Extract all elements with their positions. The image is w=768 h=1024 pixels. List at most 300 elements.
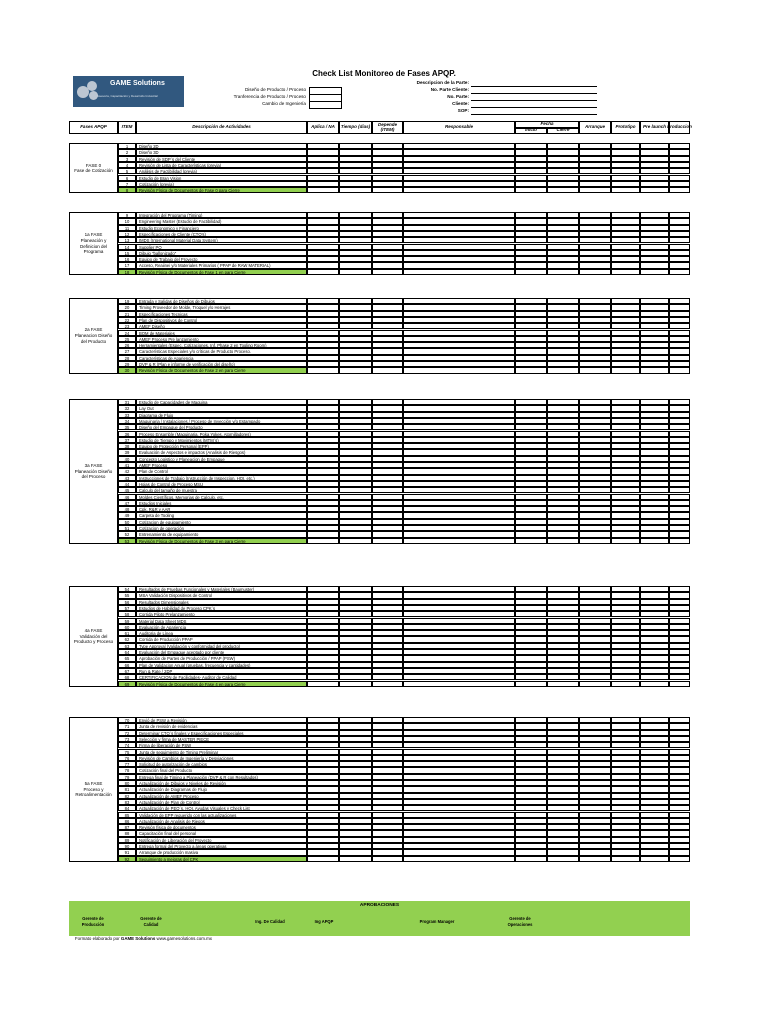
arranque-cell[interactable] [579, 187, 611, 193]
activity-description: MSA Validación Dispositivos de Control [136, 592, 307, 598]
phase-label-line: 3a FASE [84, 463, 103, 468]
cierre-cell[interactable] [547, 681, 579, 687]
item-number: 47 [118, 500, 136, 506]
arranque-cell[interactable] [579, 681, 611, 687]
prelaunch-cell[interactable] [640, 187, 669, 193]
activity-description: Type Approval (Validación y conformidad del producto) [136, 643, 307, 649]
activity-description: Hojas de Control de Proceso MSU [136, 481, 307, 487]
column-header-item: ITEM [118, 121, 136, 134]
produccion-cell[interactable] [669, 681, 690, 687]
item-number: 41 [118, 462, 136, 468]
inicio-cell[interactable] [515, 187, 547, 193]
item-number: 20 [118, 304, 136, 310]
phase-block [69, 399, 690, 544]
item-number: 22 [118, 317, 136, 323]
item-number: 7 [118, 181, 136, 187]
activity-description: Cotización (previa) [136, 181, 307, 187]
approval-signer-line: Gerente de [82, 916, 104, 921]
activity-description: Diagrama de Flujo [136, 412, 307, 418]
activity-description: Junta de revisión de evidencias [136, 723, 307, 729]
phase-label-line: Validación del [79, 633, 108, 639]
item-number: 73 [118, 736, 136, 742]
inicio-cell[interactable] [515, 367, 547, 373]
item-number: 52 [118, 531, 136, 537]
responsable-cell[interactable] [403, 187, 515, 193]
activity-description: Corrida de Producción PPAP [136, 636, 307, 642]
responsable-cell[interactable] [403, 269, 515, 275]
item-number: 34 [118, 418, 136, 424]
item-number: 18 [118, 269, 136, 275]
produccion-cell[interactable] [669, 187, 690, 193]
item-number: 58 [118, 611, 136, 617]
phase-label-line: Definicion del [79, 243, 107, 249]
activity-description: Engineering Master (Estudio de Factibilidad) [136, 218, 307, 224]
cierre-cell[interactable] [547, 187, 579, 193]
activity-description: Entrega formal del Proyecto a áreas operativas [136, 843, 307, 849]
item-number: 12 [118, 231, 136, 237]
item-number: 89 [118, 837, 136, 843]
part-info-label: No. Parte Cliente: [430, 87, 469, 92]
item-number: 21 [118, 311, 136, 317]
responsable-cell[interactable] [403, 856, 515, 862]
activity-description: Revisión Física de Documentos de Fase 0 para Cierre [136, 187, 307, 193]
item-number: 60 [118, 624, 136, 630]
cierre-cell[interactable] [547, 538, 579, 544]
activity-description: Proceso Ensamble (Maquinaria, Poka Yokes, Atornilladores) [136, 431, 307, 437]
item-number: 87 [118, 824, 136, 830]
table-row [118, 856, 690, 862]
column-header-fases: Fases APQP [69, 121, 118, 134]
footer-prefix: Formato elaborado por [75, 936, 120, 941]
approval-signer [250, 919, 290, 925]
activity-description: Supplier PO [136, 244, 307, 250]
activity-description: Revisión Física de Documentos de Fase 1 en para Cierre [136, 269, 307, 275]
phase-label-text [74, 628, 113, 645]
item-number: 90 [118, 843, 136, 849]
activity-description: Dibujo "ballonizado" [136, 250, 307, 256]
tiempo-cell[interactable] [339, 269, 372, 275]
activity-description: IMDS (International Material Data System) [136, 237, 307, 243]
phase-label [69, 399, 118, 544]
activity-description: Estudio de Capacidades de Maquina [136, 399, 307, 405]
activity-description: Timing Proveedor de Molde, Troquel y/o Herrajes [136, 304, 307, 310]
item-number: 26 [118, 342, 136, 348]
activity-description: Junta de seguimiento de Timing Preliminar [136, 749, 307, 755]
activity-description: Entrenamiento de equipamiento [136, 531, 307, 537]
item-number: 33 [118, 412, 136, 418]
phase-label-text [75, 463, 113, 480]
inicio-cell[interactable] [515, 269, 547, 275]
item-number: 85 [118, 812, 136, 818]
part-info-field[interactable] [471, 101, 597, 108]
column-header-inicio: Inicio [515, 128, 547, 135]
approval-signer-line: Producción [81, 921, 105, 927]
activity-description: Selección y firma de MASTER PIECE [136, 736, 307, 742]
activity-description: DVP & R (Plan e informe de verificación del diseño) [136, 361, 307, 367]
column-header-desc: Descripción de Actividades [136, 121, 307, 134]
activity-description: Actualización de Diagramas de Flujo [136, 786, 307, 792]
activity-description: Actualización de AMEF Proceso [136, 793, 307, 799]
project-type-checkbox[interactable] [309, 101, 342, 109]
activity-description: Revisión de Lista de Características (previa) [136, 162, 307, 168]
item-number: 24 [118, 330, 136, 336]
activity-description: Auditoria de Línea [136, 630, 307, 636]
activity-description: Aprobación de Partes de Producción / PPAP (PSW) [136, 655, 307, 661]
phase-label-line: del Producto [80, 338, 107, 344]
item-number: 8 [118, 187, 136, 193]
tiempo-cell[interactable] [339, 187, 372, 193]
tiempo-cell[interactable] [339, 367, 372, 373]
phase-block [69, 586, 690, 687]
item-number: 6 [118, 175, 136, 181]
table-row [118, 538, 690, 544]
item-number: 82 [118, 793, 136, 799]
phase-label [69, 717, 118, 862]
item-number: 25 [118, 336, 136, 342]
item-number: 84 [118, 805, 136, 811]
prototipo-cell[interactable] [611, 367, 640, 373]
item-number: 49 [118, 512, 136, 518]
phase-block [69, 143, 690, 193]
item-number: 51 [118, 525, 136, 531]
prototipo-cell[interactable] [611, 269, 640, 275]
phase-label-line: Programa [83, 249, 104, 255]
item-number: 56 [118, 599, 136, 605]
item-number: 57 [118, 605, 136, 611]
phase-label-line: Planeación y [80, 237, 107, 243]
item-number: 92 [118, 856, 136, 862]
activity-description: Plan de Dispositivos de Control [136, 317, 307, 323]
phase-label-text [75, 781, 111, 798]
activity-description: Estudio Economico y Financiero [136, 225, 307, 231]
approval-signer-line: Operaciones [507, 921, 533, 927]
prototipo-cell[interactable] [611, 187, 640, 193]
prototipo-cell[interactable] [611, 681, 640, 687]
item-number: 44 [118, 481, 136, 487]
footer-url: www.gamesolutions.com.mx [156, 936, 212, 941]
prelaunch-cell[interactable] [640, 538, 669, 544]
inicio-cell[interactable] [515, 538, 547, 544]
phase-label-line: 4a FASE [84, 627, 103, 633]
activity-description: Maquinaria / Instalaciones / Proceso de Inyección y/o Estampado [136, 418, 307, 424]
phase-label-text [80, 232, 107, 255]
activity-description: Lay Out [136, 405, 307, 411]
phase-block [69, 212, 690, 275]
item-number: 75 [118, 749, 136, 755]
project-type-label: Diseño de Producto / Proceso [244, 87, 306, 92]
phase-label-line: del Proceso [81, 474, 106, 480]
logo-tagline: Asesoría, Capacitación y Desarrollo Industrial [97, 94, 158, 98]
phase-label-line: 5a FASE [84, 781, 103, 786]
depende-cell[interactable] [372, 538, 403, 544]
approval-signer [73, 916, 113, 927]
activity-description: Plan de Validacion Anual (pruebas, frecuencia y cantidades) [136, 662, 307, 668]
item-number: 61 [118, 630, 136, 636]
item-number: 77 [118, 761, 136, 767]
approval-signer-line: Calidad [143, 921, 159, 927]
project-type-label: Cambio de Ingeniería [262, 101, 306, 106]
item-number: 1 [118, 143, 136, 149]
activity-description: Diseño 3D [136, 149, 307, 155]
item-number: 45 [118, 487, 136, 493]
aplica-cell[interactable] [307, 269, 339, 275]
phase-label-text [74, 163, 113, 174]
item-number: 50 [118, 519, 136, 525]
prototipo-cell[interactable] [611, 856, 640, 862]
produccion-cell[interactable] [669, 856, 690, 862]
phase-label-line: Producto y Proceso [73, 639, 114, 645]
activity-description: Análisis de Factibilidad (previa) [136, 168, 307, 174]
phase-label-text [75, 327, 113, 344]
arranque-cell[interactable] [579, 538, 611, 544]
item-number: 66 [118, 662, 136, 668]
item-number: 65 [118, 655, 136, 661]
aplica-cell[interactable] [307, 367, 339, 373]
project-type-label: Tranferencia de Producto / Proceso [233, 94, 306, 99]
phase-label-line: Planeación Diseño [74, 468, 113, 474]
activity-description: Especificaciones Tecnicas [136, 311, 307, 317]
activity-description: Cotizacion de operación [136, 525, 307, 531]
part-info-field[interactable] [471, 94, 597, 101]
approval-signer [417, 919, 457, 925]
activity-description: Estudios Iniciales [136, 500, 307, 506]
activity-description: Plan de Control [136, 468, 307, 474]
activity-description: Evaluación de Aspectos e impactos (Analisis de Riesgos) [136, 449, 307, 455]
activity-description: Equipo de Trabajo del Proyecto [136, 256, 307, 262]
column-header-arranque: Arranque [579, 121, 611, 134]
arranque-cell[interactable] [579, 856, 611, 862]
logo-name: GAME Solutions [110, 80, 165, 87]
produccion-cell[interactable] [669, 538, 690, 544]
part-info-label: No. Parte: [447, 94, 469, 99]
item-number: 91 [118, 849, 136, 855]
approval-signer [131, 916, 171, 927]
activity-description: Revisión Física de Documentos de Fase 4 en para Cierre [136, 681, 307, 687]
document-title: Check List Monitoreo de Fases APQP. [312, 69, 456, 78]
activity-description: Instrucciones de Trabajo (Instrucción de Inspeccion, HOI, etc.) [136, 475, 307, 481]
activity-description: Acceso, Reaiinei y/o Materiales Primarios ( PPAP de RAW MATERIAL) [136, 262, 307, 268]
activity-description: Concepto Logistico y Planeacion de Empaque [136, 456, 307, 462]
item-number: 63 [118, 643, 136, 649]
approval-signer [304, 919, 344, 925]
depende-cell[interactable] [372, 187, 403, 193]
prelaunch-cell[interactable] [640, 681, 669, 687]
tiempo-cell[interactable] [339, 538, 372, 544]
activity-description: Actualización de Dibujos y Niveles de Revisión [136, 780, 307, 786]
phase-label-line: Proceso y [83, 786, 104, 792]
phase-label [69, 212, 118, 275]
company-logo [73, 76, 184, 107]
phase-block [69, 717, 690, 862]
activity-description: Actualización de Plan de Control [136, 799, 307, 805]
item-number: 31 [118, 399, 136, 405]
activity-description: Resultados Dimensionales [136, 599, 307, 605]
prelaunch-cell[interactable] [640, 367, 669, 373]
activity-description: Herramientales (Espec, Cotizaciones, Inf. Phase 2 en Tooling Room) [136, 342, 307, 348]
item-number: 16 [118, 256, 136, 262]
depende-cell[interactable] [372, 269, 403, 275]
depende-cell[interactable] [372, 856, 403, 862]
activity-description: Material Data Sheet MDS [136, 618, 307, 624]
activity-description: Revisión Física de Documentos de Fase 3 en para Cierre [136, 538, 307, 544]
item-number: 38 [118, 443, 136, 449]
activity-description: Solicitud de autorización de cambios [136, 761, 307, 767]
inicio-cell[interactable] [515, 681, 547, 687]
activity-description: Equipo de Protección Personal (EPP) [136, 443, 307, 449]
approval-signer-line: Ing. De Calidad [255, 919, 285, 924]
column-header-tiempo: Tiempo (dias) [339, 121, 372, 134]
column-header-produccion: Produccion [669, 121, 690, 134]
item-number: 5 [118, 168, 136, 174]
phase-label [69, 586, 118, 687]
activity-description: Estudio de Bran Vision [136, 175, 307, 181]
item-number: 62 [118, 636, 136, 642]
prelaunch-cell[interactable] [640, 269, 669, 275]
item-number: 37 [118, 437, 136, 443]
item-number: 80 [118, 780, 136, 786]
produccion-cell[interactable] [669, 269, 690, 275]
item-number: 88 [118, 830, 136, 836]
table-row [118, 367, 690, 373]
item-number: 32 [118, 405, 136, 411]
activity-description: Diseño del Empaque del Producto [136, 424, 307, 430]
activity-description: Cpk, R&R y AAR [136, 506, 307, 512]
activity-description: AMEF Proceso Pre lanzamiento [136, 336, 307, 342]
phase-label-line: Retroalimentación [75, 792, 112, 798]
column-header-fecha: Fecha [515, 121, 579, 128]
approval-signer [500, 916, 540, 927]
cierre-cell[interactable] [547, 367, 579, 373]
phase-label [69, 298, 118, 374]
column-header-prelaunch: Pre launch [640, 121, 669, 134]
item-number: 4 [118, 162, 136, 168]
activity-description: Calculo del tamaño de muestra [136, 487, 307, 493]
approvals-title: APROBACIONES [359, 903, 400, 908]
arranque-cell[interactable] [579, 269, 611, 275]
activity-description: Estudios de Habilidad de Proceso CPK´s [136, 605, 307, 611]
item-number: 54 [118, 586, 136, 592]
item-number: 23 [118, 323, 136, 329]
activity-description: Entrega final de Timing a Planeación (DVP & R con Resultados) [136, 774, 307, 780]
arranque-cell[interactable] [579, 367, 611, 373]
item-number: 19 [118, 298, 136, 304]
prototipo-cell[interactable] [611, 538, 640, 544]
item-number: 74 [118, 742, 136, 748]
depende-cell[interactable] [372, 681, 403, 687]
activity-description: Revisión de SDP´s del Cliente [136, 156, 307, 162]
part-info-label: Cliente: [452, 101, 469, 106]
activity-description: BOM de Materiales [136, 330, 307, 336]
phase-label-line: 2a FASE [84, 327, 103, 333]
activity-description: Características Especiales y/o críticas de Producto Proceso. [136, 348, 307, 354]
activity-description: Determinar CTQ´s finales y Especificaciones Especiales [136, 730, 307, 736]
responsable-cell[interactable] [403, 681, 515, 687]
activity-description: Revisión física de documentos [136, 824, 307, 830]
item-number: 86 [118, 818, 136, 824]
activity-description: Run & Rate / 2DP [136, 668, 307, 674]
item-number: 71 [118, 723, 136, 729]
activity-description: AMEF Diseño [136, 323, 307, 329]
item-number: 59 [118, 618, 136, 624]
aplica-cell[interactable] [307, 681, 339, 687]
aplica-cell[interactable] [307, 187, 339, 193]
item-number: 40 [118, 456, 136, 462]
activity-description: AMEF Proceso [136, 462, 307, 468]
item-number: 29 [118, 361, 136, 367]
activity-description: Validación de EPP requerido con las actualizaciones [136, 812, 307, 818]
activity-description: Evaluación del Empaque aceptado por cliente [136, 649, 307, 655]
tiempo-cell[interactable] [339, 856, 372, 862]
activity-description: CERTIFICACION de Facilidades- Auditor de Calidad [136, 674, 307, 680]
part-info-field[interactable] [471, 80, 597, 87]
activity-description: Revisión Física de Documentos de Fase 2 en para Cierre [136, 367, 307, 373]
activity-description: Integración del Programa (Timing) [136, 212, 307, 218]
item-number: 2 [118, 149, 136, 155]
activity-description: Notificación de Liberación del Proyecto [136, 837, 307, 843]
depende-cell[interactable] [372, 367, 403, 373]
cierre-cell[interactable] [547, 856, 579, 862]
item-number: 72 [118, 730, 136, 736]
item-number: 35 [118, 424, 136, 430]
activity-description: Moldes Científicos, Memorias de Calculo, etc. [136, 494, 307, 500]
activity-description: Firma de liberación de PSW [136, 742, 307, 748]
produccion-cell[interactable] [669, 367, 690, 373]
responsable-cell[interactable] [403, 538, 515, 544]
item-number: 67 [118, 668, 136, 674]
tiempo-cell[interactable] [339, 681, 372, 687]
phase-label [69, 143, 118, 193]
item-number: 76 [118, 755, 136, 761]
item-number: 70 [118, 717, 136, 723]
item-number: 53 [118, 538, 136, 544]
column-header-aplica: Aplica / NA [307, 121, 339, 134]
activity-description: Resultados de Pruebas Funcionales y Materiales (Baumuster) [136, 586, 307, 592]
phase-label-line: Fase de Cotización [74, 168, 113, 174]
inicio-cell[interactable] [515, 856, 547, 862]
item-number: 13 [118, 237, 136, 243]
prelaunch-cell[interactable] [640, 856, 669, 862]
item-number: 83 [118, 799, 136, 805]
column-header-depende: Depende (ITEM) [372, 121, 403, 134]
aplica-cell[interactable] [307, 856, 339, 862]
approval-signer-line: Program Manager [419, 919, 455, 924]
cierre-cell[interactable] [547, 269, 579, 275]
part-info-field[interactable] [471, 108, 597, 115]
item-number: 27 [118, 348, 136, 354]
item-number: 68 [118, 674, 136, 680]
item-number: 64 [118, 649, 136, 655]
item-number: 10 [118, 218, 136, 224]
item-number: 3 [118, 156, 136, 162]
activity-description: Corrida Piloto Prelanzamiento [136, 611, 307, 617]
column-header-responsable: Responsable [403, 121, 515, 134]
gears-icon [77, 81, 101, 102]
item-number: 81 [118, 786, 136, 792]
part-info-field[interactable] [471, 87, 597, 94]
phase-label-line: Planeacion Diseño [74, 332, 113, 338]
approvals-section [69, 901, 690, 936]
item-number: 42 [118, 468, 136, 474]
item-number: 9 [118, 212, 136, 218]
responsable-cell[interactable] [403, 367, 515, 373]
activity-description: Envió de PSW a Revisión [136, 717, 307, 723]
activity-description: Estudio de Tiempo y Movimientos (MTM´s) [136, 437, 307, 443]
column-header-prototipo: Prototipo [611, 121, 640, 134]
activity-description: Revisión de Cambios de Ingeniería y Desviaciones [136, 755, 307, 761]
item-number: 48 [118, 506, 136, 512]
table-row [118, 187, 690, 193]
aplica-cell[interactable] [307, 538, 339, 544]
